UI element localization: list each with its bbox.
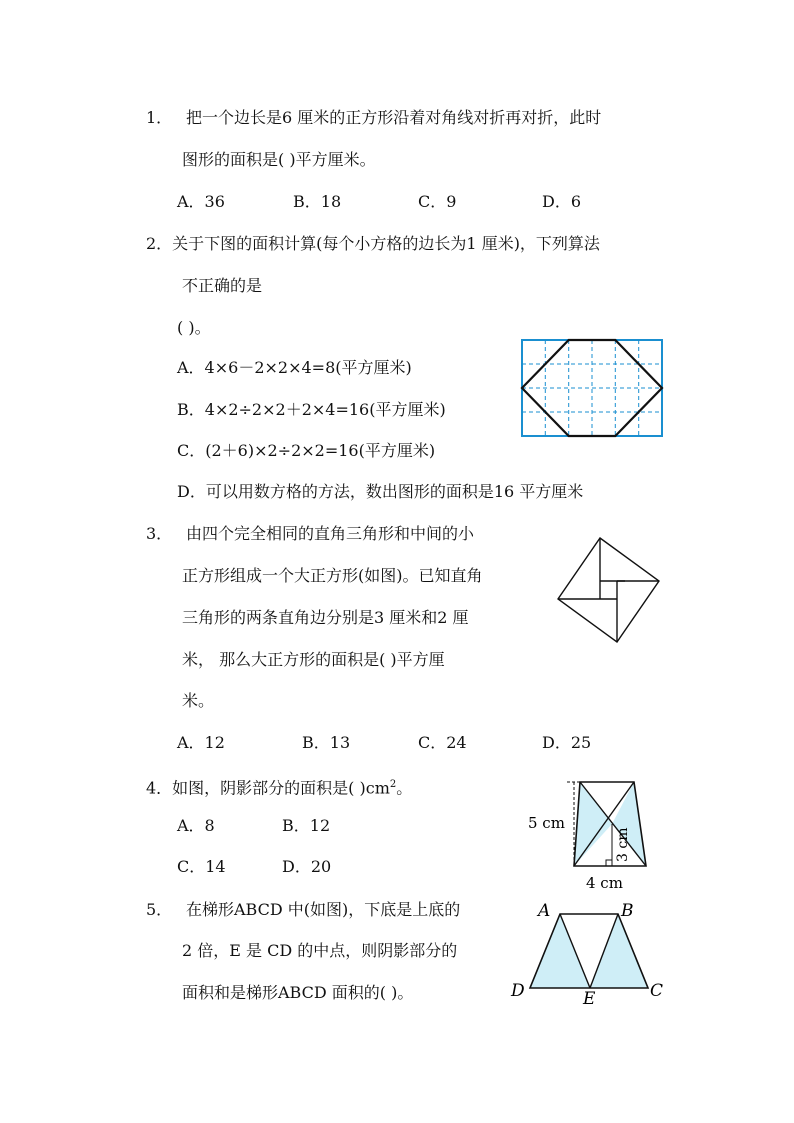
q3-option-c: C．24: [418, 733, 467, 752]
q2-option-a: A．4×6－2×2×4=8(平方厘米): [177, 358, 412, 377]
q3-number: 3．: [146, 524, 173, 543]
q2-text-line2: 不正确的是: [182, 276, 263, 295]
q1-option-d: D．6: [542, 192, 582, 211]
q4-text-line1: [146, 775, 412, 798]
q3-text-line4: 米， 那么大正方形的面积是( )平方厘: [182, 650, 445, 669]
q4-option-d: D．20: [282, 857, 332, 876]
q4-text: 4．如图，阴影部分的面积是( )cm: [146, 778, 390, 798]
q1-option-a: A．36: [177, 192, 225, 211]
q4-trapezoid-figure: [526, 776, 656, 892]
q3-option-b: B．13: [302, 733, 351, 752]
q3-text-line3: 三角形的两条直角边分别是3 厘米和2 厘: [182, 608, 469, 627]
q2-grid-hexagon-figure: [520, 338, 664, 438]
q4-unit-exponent: 2: [389, 779, 397, 790]
q3-text-line5: 米。: [182, 691, 215, 710]
q5-label-e: E: [583, 989, 596, 1008]
q2-option-d: D．可以用数方格的方法，数出图形的面积是16 平方厘米: [177, 482, 584, 501]
q3-option-a: A．12: [177, 733, 225, 752]
q3-text-line2: 正方形组成一个大正方形(如图)。已知直角: [182, 566, 483, 585]
q1-option-c: C．9: [418, 192, 457, 211]
q5-text-line2: 2 倍，E 是 CD 的中点，则阴影部分的: [182, 941, 458, 960]
q1-number: 1．: [146, 108, 173, 127]
q3-option-d: D．25: [542, 733, 592, 752]
q3-text-line1: 由四个完全相同的直角三角形和中间的小: [186, 524, 475, 543]
q5-label-b: B: [621, 901, 634, 921]
q2-text-line1: 2．关于下图的面积计算(每个小方格的边长为1 厘米)，下列算法: [146, 234, 600, 253]
q4-label-left: 5 cm: [528, 814, 565, 832]
q5-label-d: D: [511, 981, 525, 1001]
q4-option-b: B．12: [282, 816, 331, 835]
q5-label-c: C: [650, 981, 664, 1001]
q4-option-a: A．8: [177, 816, 215, 835]
q4-label-inner: 3 cm: [615, 827, 631, 862]
q5-label-a: A: [538, 901, 551, 921]
q5-text-line1: 在梯形ABCD 中(如图)，下底是上底的: [186, 900, 461, 919]
q5-trapezoid-abcd-figure: [508, 896, 668, 1008]
q2-text-line3: ( )。: [177, 318, 211, 337]
q5-text-line3: 面积和是梯形ABCD 面积的( )。: [182, 983, 414, 1002]
q4-label-bottom: 4 cm: [586, 874, 623, 892]
q1-text-line2: 图形的面积是( )平方厘米。: [182, 150, 376, 169]
q2-option-c: C．(2＋6)×2÷2×2=16(平方厘米): [177, 441, 436, 460]
q1-text-line1: 把一个边长是6 厘米的正方形沿着对角线对折再对折，此时: [186, 108, 602, 127]
q3-square-triangles-figure: [555, 536, 661, 644]
q5-number: 5．: [146, 900, 173, 919]
q2-option-b: B．4×2÷2×2＋2×4=16(平方厘米): [177, 400, 446, 419]
q4-text-tail: 。: [396, 778, 413, 798]
q1-option-b: B．18: [293, 192, 342, 211]
q4-option-c: C．14: [177, 857, 226, 876]
